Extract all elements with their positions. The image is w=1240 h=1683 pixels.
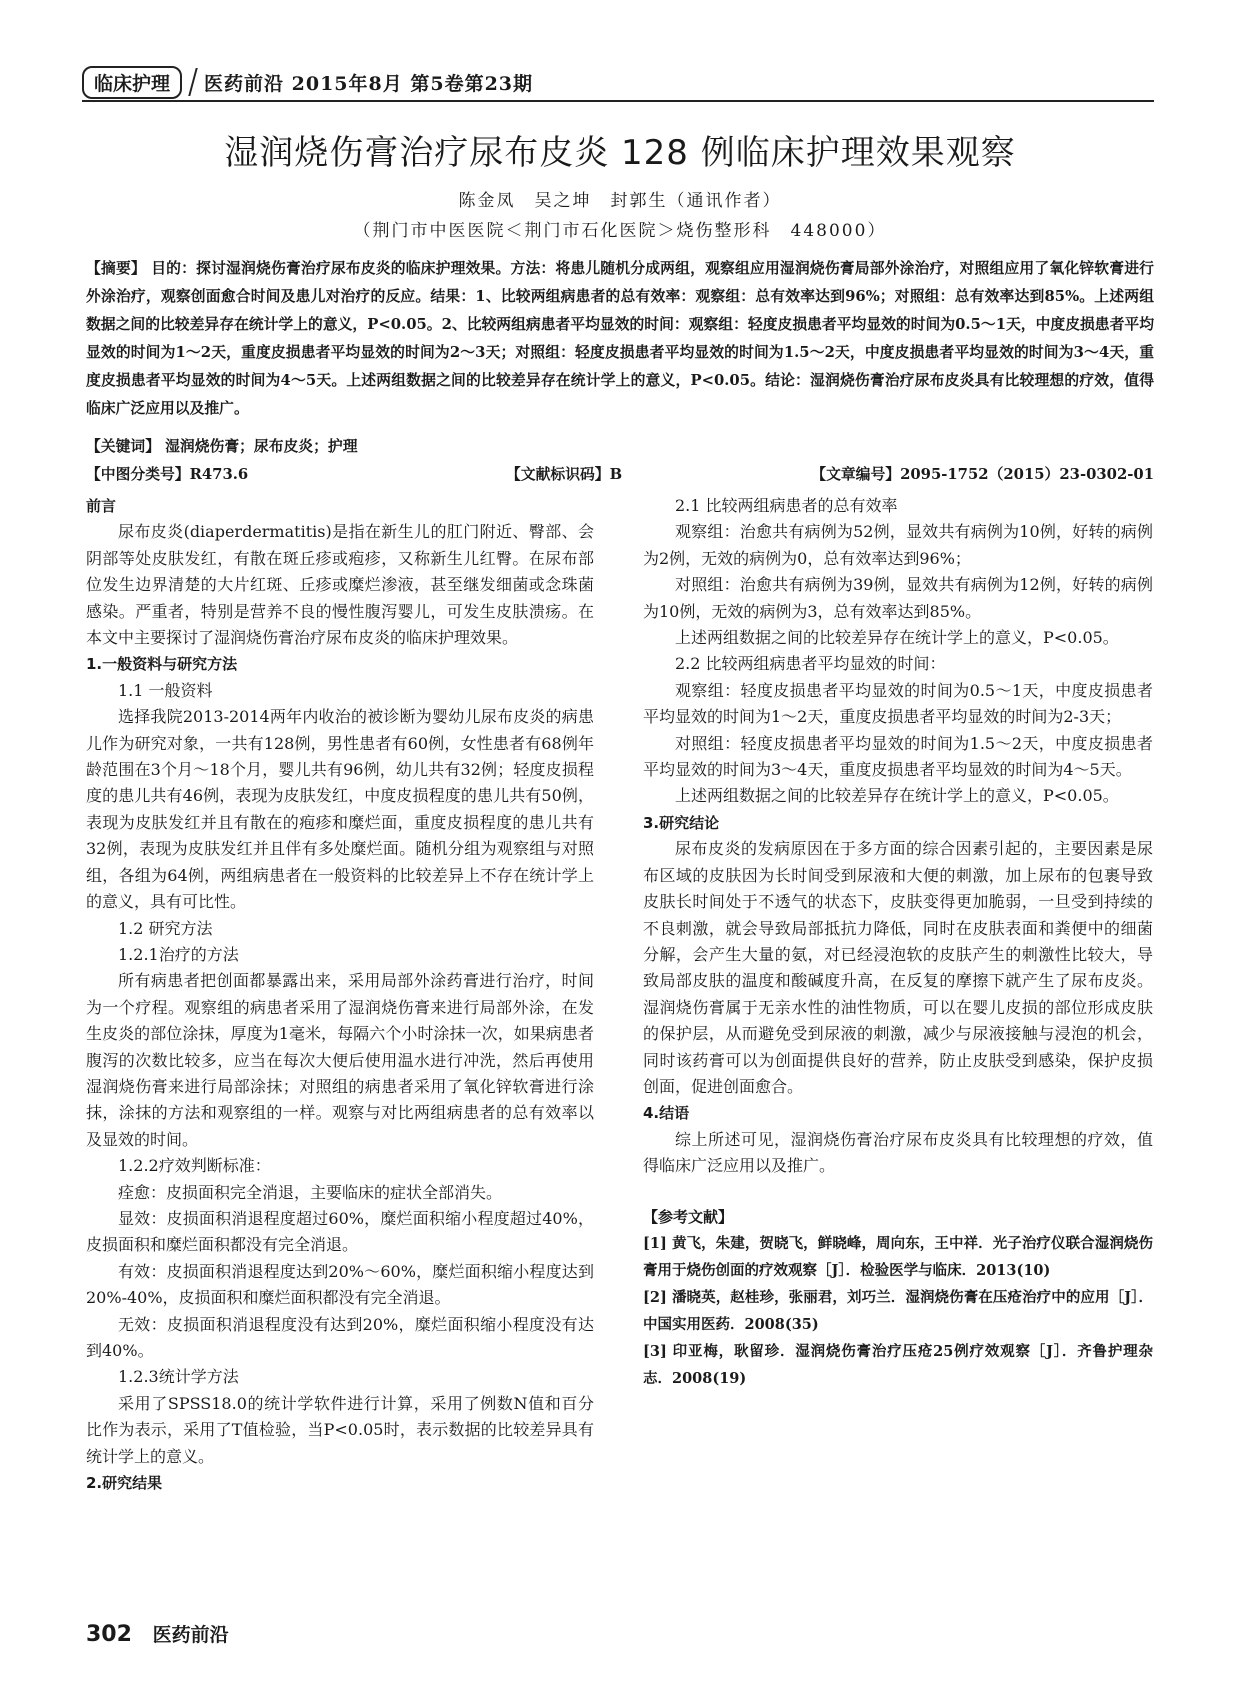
left-column <box>86 493 594 1496</box>
paragraph: 无效：皮损面积消退程度没有达到20%，糜烂面积缩小程度没有达到40%。 <box>86 1314 594 1360</box>
subsection-heading: 1.2.2疗效判断标准： <box>118 1156 271 1176</box>
clc-number: 【中图分类号】R473.6 <box>86 466 249 483</box>
paragraph: 上述两组数据之间的比较差异存在统计学上的意义，P<0.05。 <box>675 628 1119 648</box>
paragraph: 所有病患者把创面都暴露出来，采用局部外涂药膏进行治疗，时间为一个疗程。观察组的病患者采用了湿润烧伤膏来进行局部外涂，在发生皮炎的部位涂抹，厚度为1毫米，每隔六个小时涂抹一次，如果病患者腹泻的次数比较多，应当在每次大便后使用温水进行冲洗，然后再使用湿润烧伤膏来进行局部涂抹；对照组的病患者采用了氧化锌软膏进行涂抹，涂抹的方法和观察组的一样。观察与对比两组病患者的总有效率以及显效的时间。 <box>86 971 594 1149</box>
keywords: 【关键词】 湿润烧伤膏；尿布皮炎；护理 <box>86 438 358 455</box>
abstract-text: 目的：探讨湿润烧伤膏治疗尿布皮炎的临床护理效果。方法：将患儿随机分成两组，观察组应用湿润烧伤膏局部外涂治疗，对照组应用了氧化锌软膏进行外涂治疗，观察创面愈合时间及患儿对治疗的反应。结果：1、比较两组病患者的总有效率：观察组：总有效率达到96%；对照组：总有效率达到85%。上述两组数据之间的比较差异存在统计学上的意义，P<0.05。2、比较两组病患者平均显效的时间：观察组：轻度皮损患者平均显效的时间为0.5～1天，中度皮损患者平均显效的时间为1～2天，重度皮损患者平均显效的时间为2～3天；对照组：轻度皮损患者平均显效的时间为1.5～2天，中度皮损患者平均显效的时间为3～4天，重度皮损患者平均显效的时间为4～5天。上述两组数据之间的比较差异存在统计学上的意义，P<0.05。结论：湿润烧伤膏治疗尿布皮炎具有比较理想的疗效，值得临床广泛应用以及推广。 <box>86 260 1154 417</box>
paragraph: 采用了SPSS18.0的统计学软件进行计算，采用了例数N值和百分比作为表示，采用了T值检验，当P<0.05时，表示数据的比较差异具有统计学上的意义。 <box>86 1393 594 1466</box>
paragraph: 对照组：治愈共有病例为39例，显效共有病例为12例，好转的病例为10例，无效的病例为3，总有效率达到85%。 <box>643 575 1153 621</box>
affiliation: （荆门市中医医院＜荆门市石化医院＞烧伤整形科 448000） <box>353 221 887 241</box>
subsection-heading: 1.2.1治疗的方法 <box>118 944 239 964</box>
paragraph: 显效：皮损面积消退程度超过60%，糜烂面积缩小程度超过40%，皮损面积和糜烂面积都没有完全消退。 <box>86 1208 594 1255</box>
subsection-heading: 1.2.3统计学方法 <box>118 1367 239 1387</box>
section-heading: 4.结语 <box>643 1104 690 1123</box>
page-number: 302 <box>86 1622 132 1647</box>
paragraph: 观察组：治愈共有病例为52例，显效共有病例为10例，好转的病例为2例，无效的病例为0，总有效率达到96%； <box>643 522 1153 568</box>
article-title: 湿润烧伤膏治疗尿布皮炎 128 例临床护理效果观察 <box>224 133 1016 173</box>
journal-issue: 医药前沿 2015年8月 第5卷第23期 <box>204 72 534 95</box>
paragraph: 综上所述可见，湿润烧伤膏治疗尿布皮炎具有比较理想的疗效，值得临床广泛应用以及推广。 <box>643 1129 1153 1176</box>
references-heading: 【参考文献】 <box>643 1207 734 1226</box>
header-divider <box>188 68 198 96</box>
footer-journal: 医药前沿 <box>152 1624 229 1646</box>
subsection-heading: 2.2 比较两组病患者平均显效的时间： <box>675 654 946 674</box>
subsection-heading: 1.1 一般资料 <box>118 680 213 700</box>
classification-line <box>86 463 1154 484</box>
reference-item: [1] 黄飞，朱建，贺晓飞，鲜晓峰，周向东，王中祥．光子治疗仪联合湿润烧伤膏用于烧伤创面的疗效观察［J］．检验医学与临床．2013(10) <box>643 1234 1153 1279</box>
paragraph: 尿布皮炎(diaperdermatitis)是指在新生儿的肛门附近、臀部、会阴部等处皮肤发红，有散在斑丘疹或疱疹，又称新生儿红臀。在尿布部位发生边界清楚的大片红斑、丘疹或糜烂渗液，甚至继发细菌或念珠菌感染。严重者，特别是营养不良的慢性腹泻婴儿，可发生皮肤溃疡。在本文中主要探讨了湿润烧伤膏治疗尿布皮炎的临床护理效果。 <box>86 522 594 648</box>
paragraph: 痊愈：皮损面积完全消退，主要临床的症状全部消失。 <box>118 1182 503 1202</box>
page-header <box>82 64 1154 102</box>
authors: 陈金凤 吴之坤 封郭生（通讯作者） <box>458 191 782 211</box>
section-heading: 2.研究结果 <box>86 1474 163 1493</box>
paragraph: 尿布皮炎的发病原因在于多方面的综合因素引起的，主要因素是尿布区域的皮肤因为长时间受到尿液和大便的刺激，加上尿布的包裹导致皮肤长时间处于不透气的状态下，皮肤变得更加脆弱，一旦受到持续的不良刺激，就会导致局部抵抗力降低，同时在皮肤表面和粪便中的细菌分解，会产生大量的氨，对已经浸泡软的皮肤产生的刺激性比较大，导致局部皮肤的温度和酸碱度升高，在反复的摩擦下就产生了尿布皮炎。湿润烧伤膏属于无亲水性的油性物质，可以在婴儿皮损的部位形成皮肤的保护层，从而避免受到尿液的刺激，减少与尿液接触与浸泡的机会，同时该药膏可以为创面提供良好的营养，防止皮肤受到感染，保护皮损创面，促进创面愈合。 <box>643 839 1153 1096</box>
reference-item: [2] 潘晓英，赵桂珍，张丽君，刘巧兰．湿润烧伤膏在压疮治疗中的应用［J］．中国实用医药．2008(35) <box>643 1288 1153 1333</box>
subsection-heading: 2.1 比较两组病患者的总有效率 <box>675 496 898 515</box>
section-heading: 1.一般资料与研究方法 <box>86 655 238 674</box>
paragraph: 观察组：轻度皮损患者平均显效的时间为0.5～1天，中度皮损患者平均显效的时间为1～2天，重度皮损患者平均显效的时间为2-3天； <box>643 680 1153 727</box>
abstract <box>86 255 1154 423</box>
reference-item: [3] 印亚梅，耿留珍．湿润烧伤膏治疗压疮25例疗效观察［J］．齐鲁护理杂志．2008(19) <box>643 1342 1153 1387</box>
paragraph: 选择我院2013-2014两年内收治的被诊断为婴幼儿尿布皮炎的病患儿作为研究对象，一共有128例，男性患者有60例，女性患者有68例年龄范围在3个月～18个月，婴儿共有96例，幼儿共有32例；轻度皮损程度的患儿共有46例，表现为皮肤发红，中度皮损程度的患儿共有50例，表现为皮肤发红并且有散在的疱疹和糜烂面，重度皮损程度的患儿共有32例，表现为皮肤发红并且伴有多处糜烂面。随机分组为观察组与对照组，各组为64例，两组病患者在一般资料的比较差异上不存在统计学上的意义，具有可比性。 <box>86 707 594 912</box>
article-number: 【文章编号】2095-1752（2015）23-0302-01 <box>811 466 1154 483</box>
section-tag: 临床护理 <box>82 66 182 99</box>
document-code: 【文献标识码】B <box>506 466 623 483</box>
paragraph: 上述两组数据之间的比较差异存在统计学上的意义，P<0.05。 <box>675 786 1119 806</box>
paragraph: 对照组：轻度皮损患者平均显效的时间为1.5～2天，中度皮损患者平均显效的时间为3～4天，重度皮损患者平均显效的时间为4～5天。 <box>643 733 1153 780</box>
right-column <box>643 493 1153 1392</box>
subsection-heading: 1.2 研究方法 <box>118 918 213 938</box>
paragraph: 有效：皮损面积消退程度达到20%～60%，糜烂面积缩小程度达到20%-40%，皮损面积和糜烂面积都没有完全消退。 <box>86 1261 594 1308</box>
page-footer <box>86 1620 229 1647</box>
section-heading: 3.研究结论 <box>643 813 720 832</box>
section-heading: 前言 <box>86 497 117 515</box>
abstract-label: 【摘要】 <box>86 260 146 277</box>
